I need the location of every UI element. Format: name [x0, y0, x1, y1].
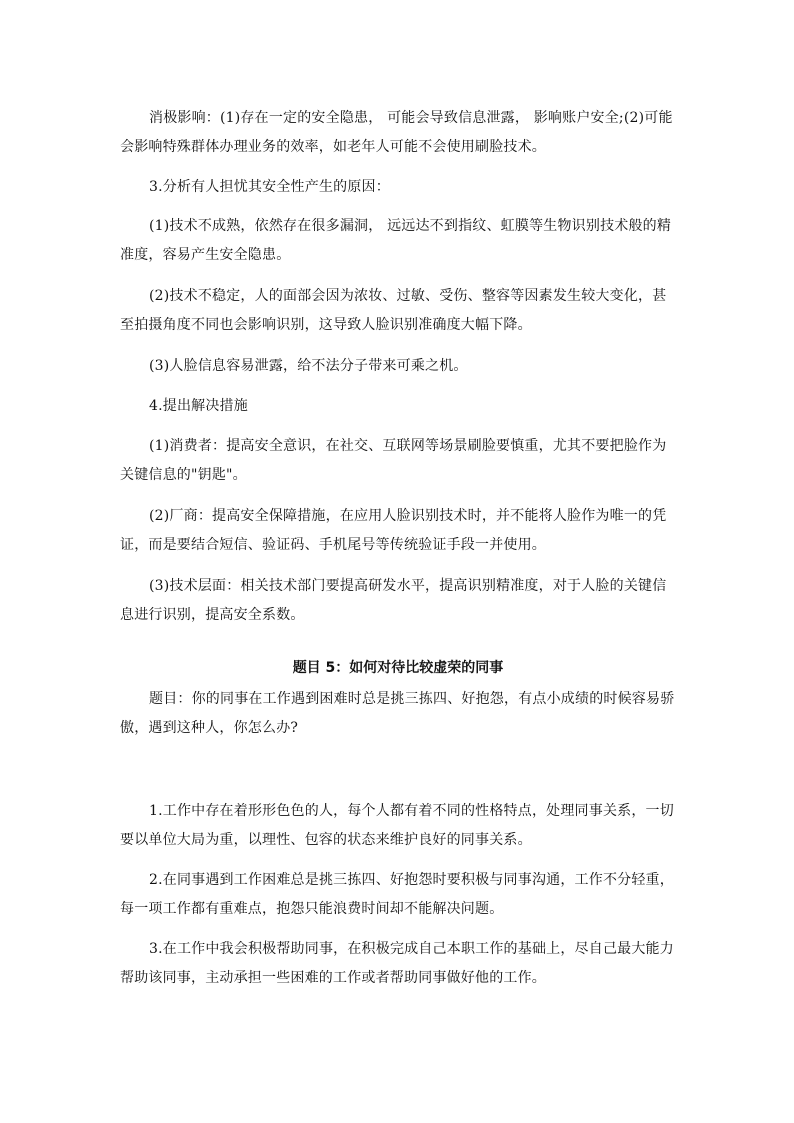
paragraph-solution-3: (3)技术层面：相关技术部门要提高研发水平，提高识别精准度，对于人脸的关键信息进行识别，提高安全系数。: [120, 578, 667, 623]
paragraph-cause-2: (2)技术不稳定，人的面部会因为浓妆、过敏、受伤、整容等因素发生较大变化，甚至拍摄角度不同也会影响识别，这导致人脸识别准确度大幅下降。: [120, 288, 667, 333]
answer-paragraph-3: 3.在工作中我会积极帮助同事，在积极完成自己本职工作的基础上，尽自己最大能力帮助该同事，主动承担一些困难的工作或者帮助同事做好他的工作。: [120, 941, 674, 986]
paragraph-solution-1: (1)消费者：提高安全意识，在社交、互联网等场景刷脸要慎重，尤其不要把脸作为关键信息的"钥匙"。: [120, 438, 667, 483]
paragraph-solution-2: (2)厂商：提高安全保障措施，在应用人脸识别技术时，并不能将人脸作为唯一的凭证，而是要结合短信、验证码、手机尾号等传统验证手段一并使用。: [120, 508, 667, 553]
paragraph-cause-3: (3)人脸信息容易泄露，给不法分子带来可乘之机。: [149, 358, 468, 374]
question-5-title: 题目 5：如何对待比较虚荣的同事: [292, 660, 504, 676]
paragraph-cause-1: (1)技术不成熟，依然存在很多漏洞， 远远达不到指纹、虹膜等生物识别技术般的精准度，容易产生安全隐患。: [120, 218, 672, 263]
paragraph-cause-heading: 3.分析有人担忧其安全性产生的原因：: [149, 179, 390, 195]
paragraph-negative-impact: 消极影响：(1)存在一定的安全隐患， 可能会导致信息泄露， 影响账户安全;(2)可能会影响特殊群体办理业务的效率，如老年人可能不会使用刷脸技术。: [120, 110, 673, 155]
paragraph-solution-heading: 4.提出解决措施: [149, 398, 248, 414]
answer-paragraph-2: 2.在同事遇到工作困难总是挑三拣四、好抱怨时要积极与同事沟通，工作不分轻重，每一项工作都有重难点，抱怨只能浪费时间却不能解决问题。: [120, 872, 674, 917]
question-5-prompt: 题目：你的同事在工作遇到困难时总是挑三拣四、好抱怨，有点小成绩的时候容易骄傲，遇到这种人，你怎么办?: [120, 691, 675, 736]
answer-paragraph-1: 1.工作中存在着形形色色的人，每个人都有着不同的性格特点，处理同事关系，一切要以单位大局为重，以理性、包容的状态来维护良好的同事关系。: [120, 803, 674, 848]
